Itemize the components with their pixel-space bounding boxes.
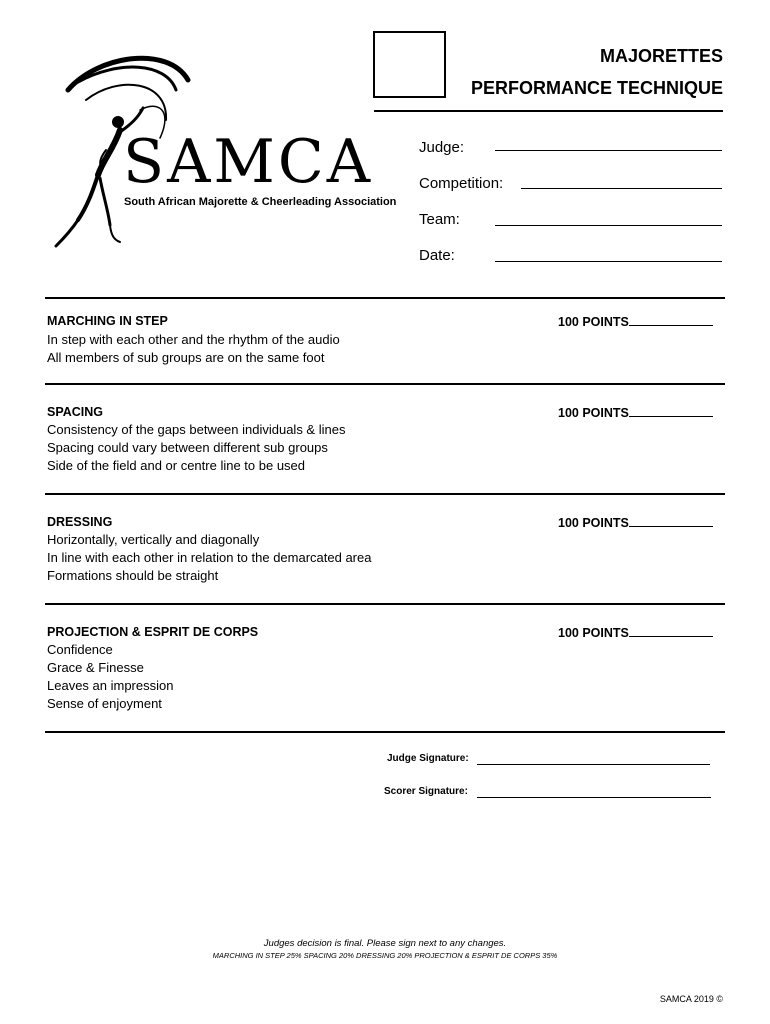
footer-weighting: MARCHING IN STEP 25% SPACING 20% DRESSING 20% PROJECTION & ESPRIT DE CORPS 35% bbox=[212, 951, 558, 960]
points-blank[interactable] bbox=[629, 625, 713, 637]
section-title: DRESSING bbox=[47, 515, 113, 529]
points-label: 100 POINTS bbox=[558, 406, 629, 420]
criteria-line: Formations should be straight bbox=[47, 568, 219, 583]
scorer-signature-label: Scorer Signature: bbox=[384, 786, 468, 797]
judge-field-line[interactable] bbox=[495, 150, 722, 151]
criteria-line: Horizontally, vertically and diagonally bbox=[47, 532, 260, 547]
page-title-line2: PERFORMANCE TECHNIQUE bbox=[470, 78, 723, 98]
copyright: SAMCA 2019 © bbox=[659, 994, 723, 1004]
points-blank[interactable] bbox=[629, 515, 713, 527]
logo-wordmark: SAMCA bbox=[123, 127, 374, 197]
logo-subtitle: South African Majorette & Cheerleading Association bbox=[124, 196, 397, 208]
judge-signature-line[interactable] bbox=[477, 764, 710, 765]
criteria-line: All members of sub groups are on the same foot bbox=[47, 350, 325, 365]
criteria-line: In step with each other and the rhythm of the audio bbox=[47, 332, 340, 347]
points-blank[interactable] bbox=[629, 405, 713, 417]
criteria-line: Grace & Finesse bbox=[47, 660, 144, 675]
section-points bbox=[558, 314, 713, 329]
section-criteria bbox=[47, 641, 173, 713]
team-field-line[interactable] bbox=[495, 225, 722, 226]
judge-signature-label: Judge Signature: bbox=[387, 753, 469, 764]
section-criteria bbox=[47, 421, 345, 475]
criteria-line: Leaves an impression bbox=[47, 678, 174, 693]
footer-note: Judges decision is final. Please sign next to any changes. bbox=[263, 938, 507, 949]
score-box[interactable] bbox=[373, 31, 446, 98]
section-points bbox=[558, 515, 713, 530]
date-field-line[interactable] bbox=[495, 261, 722, 262]
criteria-line: Side of the field and or centre line to be used bbox=[47, 458, 306, 473]
scorer-signature-line[interactable] bbox=[477, 797, 711, 798]
criteria-line: Sense of enjoyment bbox=[47, 696, 162, 711]
section-divider bbox=[45, 297, 725, 299]
team-field-label: Team: bbox=[419, 211, 460, 228]
points-blank[interactable] bbox=[629, 314, 713, 326]
section-divider bbox=[45, 383, 725, 385]
criteria-line: Consistency of the gaps between individuals & lines bbox=[47, 422, 346, 437]
section-divider bbox=[45, 731, 725, 733]
section-title: MARCHING IN STEP bbox=[47, 314, 168, 328]
page-title-line1: MAJORETTES bbox=[599, 46, 723, 66]
points-label: 100 POINTS bbox=[558, 516, 629, 530]
section-divider bbox=[45, 603, 725, 605]
section-title: SPACING bbox=[47, 405, 104, 419]
section-criteria bbox=[47, 331, 340, 367]
samca-logo bbox=[48, 50, 397, 255]
criteria-line: Confidence bbox=[47, 642, 113, 657]
section-divider bbox=[45, 493, 725, 495]
section-points bbox=[558, 405, 713, 420]
competition-field-line[interactable] bbox=[521, 188, 722, 189]
judge-field-label: Judge: bbox=[419, 139, 465, 156]
title-divider bbox=[374, 110, 723, 112]
points-label: 100 POINTS bbox=[558, 626, 629, 640]
date-field-label: Date: bbox=[419, 247, 455, 264]
competition-field-label: Competition: bbox=[419, 175, 504, 192]
section-points bbox=[558, 625, 713, 640]
criteria-line: Spacing could vary between different sub groups bbox=[47, 440, 328, 455]
points-label: 100 POINTS bbox=[558, 315, 629, 329]
section-criteria bbox=[47, 531, 371, 585]
criteria-line: In line with each other in relation to the demarcated area bbox=[47, 550, 372, 565]
section-title: PROJECTION & ESPRIT DE CORPS bbox=[47, 625, 259, 639]
